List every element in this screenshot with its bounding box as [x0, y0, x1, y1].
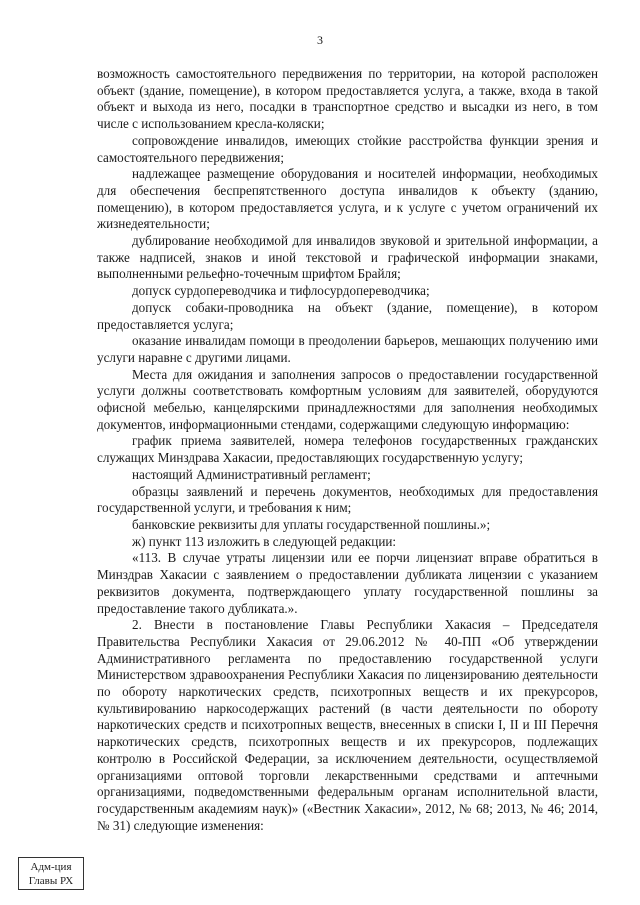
paragraph: 2. Внести в постановление Главы Республики Хакасия – Председателя Правительства Республики Хакасия от 29.06.2012 № 40-ПП «Об утверждении Административного регламента по предоставлению государственной услуги Министерством здравоохранения Республики Хакасия по лицензированию деятельности по обороту наркотических средств, психотропных веществ и их прекурсоров, культивированию наркосодержащих растений (в части деятельности по обороту наркотических средств и психотропных веществ, внесенных в списки I, II и III Перечня наркотических средств, психотропных веществ и их прекурсоров, подлежащих контролю в Российской Федерации, за исключением деятельности, осуществляемой организациями оптовой торговли лекарственными средствами и аптечными организациями, подведомственными федеральным органам исполнительной власти, государственным академиям наук)» («Вестник Хакасии», 2012, № 68; 2013, № 46; 2014, № 31) следующие изменения:	[97, 617, 598, 833]
paragraph: «113. В случае утраты лицензии или ее порчи лицензиат вправе обратиться в Минздрав Хакасии с заявлением о предоставлении дубликата лицензии с указанием реквизитов документа, подтверждающего уплату государственной пошлины за предоставление такого дубликата.».	[97, 550, 598, 616]
paragraph: настоящий Административный регламент;	[132, 466, 371, 482]
paragraph: сопровождение инвалидов, имеющих стойкие расстройства функции зрения и самостоятельного передвижения;	[97, 132, 598, 165]
paragraph: оказание инвалидам помощи в преодолении барьеров, мешающих получению ими услуги наравне с другими лицами.	[97, 333, 598, 365]
stamp-line: Главы РХ	[28, 875, 74, 887]
paragraph: допуск собаки-проводника на объект (здание, помещение), в котором предоставляется услуга;	[97, 299, 598, 332]
paragraph: график приема заявителей, номера телефонов государственных гражданских служащих Минздрава Хакасии, предоставляющих государственную услугу;	[97, 433, 598, 466]
page-number: 3	[317, 33, 323, 47]
document-body	[97, 66, 598, 834]
paragraph: возможность самостоятельного передвижения по территории, на которой расположен объект (здание, помещение), в котором предоставляется услуга, а также, входа в такой объект и выхода из него, посадки в транспортное средство и высадки из него, в том числе с использованием кресла-коляски;	[97, 66, 598, 132]
paragraph: образцы заявлений и перечень документов, необходимых для предоставления государственной услуги, и требования к ним;	[97, 483, 598, 516]
stamp-line: Адм-ция	[30, 861, 72, 873]
paragraph: допуск сурдопереводчика и тифлосурдопереводчика;	[132, 283, 430, 299]
registration-stamp	[18, 857, 84, 890]
paragraph: ж) пункт 113 изложить в следующей редакции:	[132, 533, 397, 549]
paragraph: дублирование необходимой для инвалидов звуковой и зрительной информации, а также надписей, знаков и иной текстовой и графической информации знаками, выполненными рельефно-точечным шрифтом Брайля;	[97, 233, 598, 282]
paragraph: Места для ожидания и заполнения запросов о предоставлении государственной услуги должны соответствовать комфортным условиям для заявителей, оборудуются офисной мебелью, канцелярскими принадлежностями для заполнения необходимых документов, информационными стендами, содержащими следующую информацию:	[97, 366, 598, 432]
paragraph: банковские реквизиты для уплаты государственной пошлины.»;	[132, 516, 491, 532]
paragraph: надлежащее размещение оборудования и носителей информации, необходимых для обеспечения беспрепятственного доступа инвалидов к объекту (зданию, помещению), в котором предоставляется услуга, и к услуге с учетом ограничений их жизнедеятельности;	[97, 166, 598, 232]
